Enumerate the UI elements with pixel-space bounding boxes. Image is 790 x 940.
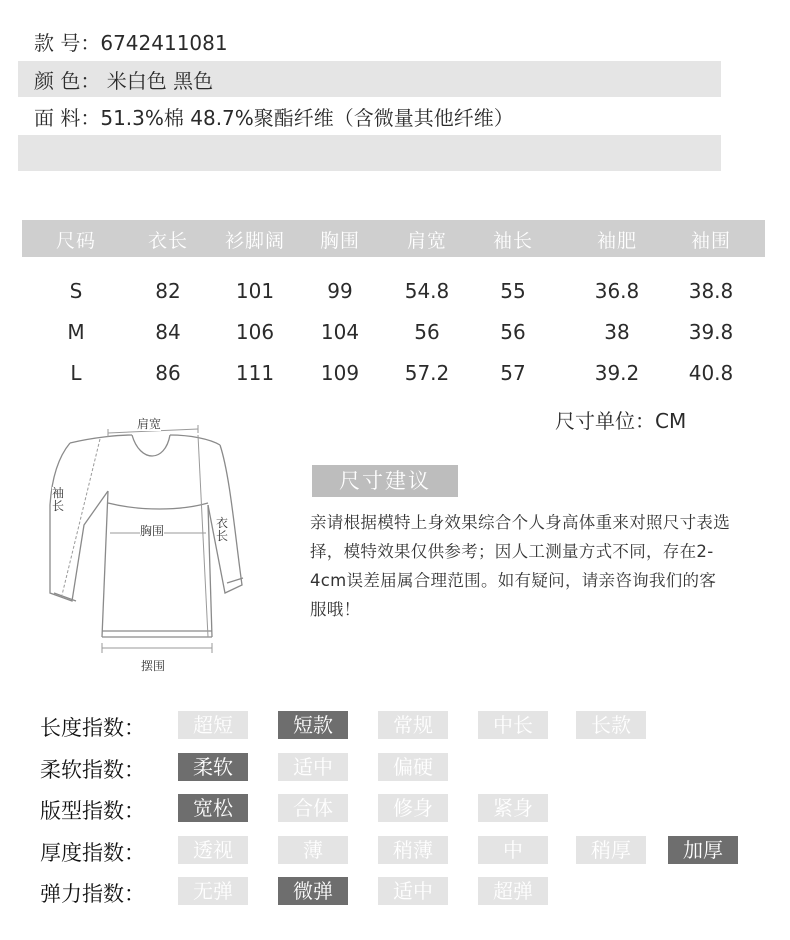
index-option: 合体	[278, 794, 348, 822]
index-option: 透视	[178, 836, 248, 864]
size-table-cell: 57.2	[404, 361, 450, 385]
unit-note: 尺寸单位：CM	[555, 409, 687, 433]
index-option: 修身	[378, 794, 448, 822]
diagram-label-sleeve: 袖长	[52, 486, 65, 513]
size-label-cell: M	[67, 320, 85, 344]
index-label: 版型指数：	[40, 799, 145, 823]
size-table-header-cell: 胸围	[319, 230, 361, 252]
size-advice-text: 亲请根据模特上身效果综合个人身高体重来对照尺寸表选择，模特效果仅供参考；因人工测量方式不同，存在2-4cm误差届属合理范围。如有疑问，请亲咨询我们的客服哦！	[310, 513, 730, 619]
index-option: 紧身	[478, 794, 548, 822]
size-table-cell: 86	[155, 361, 181, 385]
index-label: 厚度指数：	[40, 841, 145, 865]
size-table-header-cell: 衣长	[147, 230, 189, 252]
size-table-cell: 101	[235, 279, 275, 303]
color-text: 颜 色： 米白色 黑色	[34, 69, 214, 93]
index-option: 长款	[576, 711, 646, 739]
index-option-selected: 宽松	[178, 794, 248, 822]
size-table-cell: 38.8	[688, 279, 734, 303]
style-number-row	[18, 23, 721, 59]
size-table-header-cell: 袖肥	[596, 230, 638, 252]
index-option-selected: 加厚	[668, 836, 738, 864]
index-option: 偏硬	[378, 753, 448, 781]
size-table-header-cell: 尺码	[55, 230, 97, 252]
size-table-cell: 56	[500, 320, 526, 344]
index-option: 中长	[478, 711, 548, 739]
index-option-selected: 短款	[278, 711, 348, 739]
index-label: 长度指数：	[40, 716, 145, 740]
index-option: 稍薄	[378, 836, 448, 864]
index-option-selected: 微弹	[278, 877, 348, 905]
size-table-header-cell: 袖长	[492, 230, 534, 252]
size-table-cell: 82	[155, 279, 181, 303]
index-option: 稍厚	[576, 836, 646, 864]
index-label: 柔软指数：	[40, 758, 145, 782]
size-table-cell: 104	[320, 320, 360, 344]
garment-diagram	[40, 415, 260, 680]
size-table-cell: 84	[155, 320, 181, 344]
size-table-cell: 57	[500, 361, 526, 385]
diagram-label-shoulder: 肩宽	[137, 417, 162, 431]
diagram-label-chest: 胸围	[140, 524, 165, 538]
index-option-selected: 柔软	[178, 753, 248, 781]
size-table-cell: 55	[500, 279, 526, 303]
size-table-cell: 56	[414, 320, 440, 344]
size-table-cell: 54.8	[404, 279, 450, 303]
fabric-text: 面 料：51.3%棉 48.7%聚酯纤维（含微量其他纤维）	[34, 106, 514, 130]
index-option: 适中	[278, 753, 348, 781]
size-table-cell: 40.8	[688, 361, 734, 385]
size-table-cell: 111	[235, 361, 275, 385]
size-advice-title: 尺寸建议	[312, 465, 458, 497]
index-option: 常规	[378, 711, 448, 739]
diagram-label-length: 衣长	[216, 516, 229, 543]
size-table-cell: 36.8	[594, 279, 640, 303]
index-option: 适中	[378, 877, 448, 905]
color-row	[18, 61, 721, 97]
diagram-label-hem: 摆围	[141, 659, 166, 673]
size-table-header-cell: 肩宽	[406, 230, 448, 252]
index-option: 无弹	[178, 877, 248, 905]
size-table-cell: 106	[235, 320, 275, 344]
size-table-cell: 39.8	[688, 320, 734, 344]
index-option: 薄	[278, 836, 348, 864]
index-label: 弹力指数：	[40, 882, 145, 906]
fabric-row	[18, 98, 721, 134]
size-table-header-cell: 衫脚阔	[224, 230, 286, 252]
sweater-outline-drawing	[40, 415, 260, 680]
style-number-text: 款 号：6742411081	[34, 31, 228, 55]
index-option: 超弹	[478, 877, 548, 905]
size-label-cell: S	[69, 279, 83, 303]
size-label-cell: L	[70, 361, 82, 385]
size-table-header	[22, 220, 765, 257]
blank-info-row	[18, 135, 721, 171]
index-option: 中	[478, 836, 548, 864]
size-table-cell: 39.2	[594, 361, 640, 385]
size-table-cell: 109	[320, 361, 360, 385]
size-table-header-cell: 袖围	[690, 230, 732, 252]
size-table-cell: 99	[327, 279, 353, 303]
index-option: 超短	[178, 711, 248, 739]
size-table-cell: 38	[604, 320, 630, 344]
